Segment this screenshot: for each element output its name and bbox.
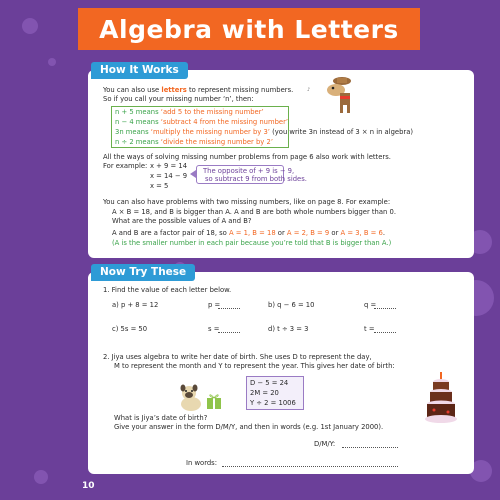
question-1a: a) p + 8 = 12 [112, 301, 159, 309]
rule-multiply [115, 128, 413, 137]
dog-icon [176, 384, 206, 412]
question-1b-answer-input[interactable] [374, 308, 396, 309]
rules-box [111, 106, 414, 148]
question-1d: d) t ÷ 3 = 3 [268, 325, 309, 333]
rule-subtract-expr: n − 4 means [115, 118, 161, 126]
question-1d-answer-input[interactable] [374, 332, 396, 333]
question-1: 1. Find the value of each letter below. [103, 286, 232, 294]
question-2-line-3: What is Jiya’s date of birth? [114, 414, 208, 422]
answer-or-2: or [329, 229, 341, 237]
example-eq-3: x = 5 [150, 182, 169, 190]
rule-add [115, 108, 264, 117]
callout-line-1: The opposite of + 9 is − 9, [203, 167, 295, 175]
question-2-line-2: M to represent the month and Y to represent the year. This gives her date of birth: [114, 362, 395, 370]
intro-line-1 [103, 86, 293, 95]
equation-year: Y ÷ 2 = 1006 [250, 399, 296, 407]
answer-pair-2: A = 2, B = 9 [286, 229, 330, 237]
question-1b: b) q − 6 = 10 [268, 301, 315, 309]
equation-day: D − 5 = 24 [250, 379, 289, 387]
two-line-3: What are the possible values of A and B? [112, 217, 252, 225]
title-banner [78, 8, 420, 50]
question-2-line-1: 2. Jiya uses algebra to write her date of birth. She uses D to represent the day, [103, 353, 372, 361]
callout-line-2: so subtract 9 from both sides. [205, 175, 307, 183]
decor-dot [22, 18, 38, 34]
rule-add-expr: n + 5 means [115, 108, 161, 116]
question-1a-answer-input[interactable] [218, 308, 240, 309]
rule-divide-expr: n ÷ 2 means [115, 138, 161, 146]
now-try-these-tab: Now Try These [91, 264, 195, 281]
rule-divide-meaning: ‘divide the missing number by 2’ [160, 138, 273, 146]
rule-subtract-meaning: ‘subtract 4 from the missing number’ [160, 118, 289, 126]
letters-word: letters [161, 86, 187, 94]
answer-pair-1: A = 1, B = 18 [229, 229, 276, 237]
rule-subtract [115, 118, 288, 127]
dmy-label: D/M/Y: [314, 440, 336, 448]
ways-line-1: All the ways of solving missing number problems from page 6 also work with letters. [103, 153, 391, 161]
equation-month: 2M = 20 [250, 389, 279, 397]
how-it-works-tab: How It Works [91, 62, 188, 79]
birthday-cake-icon [424, 372, 458, 428]
answer-note: (A is the smaller number in each pair because you’re told that B is bigger than A.) [112, 239, 392, 247]
intro-text-end: to represent missing numbers. [186, 86, 294, 94]
example-eq-1: x + 9 = 14 [150, 162, 188, 170]
rule-multiply-note: (you write 3n instead of 3 × n in algebra) [269, 128, 414, 136]
decor-dot [34, 470, 48, 484]
rule-multiply-expr: 3n means [115, 128, 151, 136]
rule-divide [115, 138, 273, 147]
question-1d-answer-label: t = [364, 325, 375, 333]
answer-end: . [382, 229, 386, 237]
gift-icon [206, 392, 222, 410]
words-label: In words: [186, 459, 218, 467]
intro-line-2: So if you call your missing number ‘n’, then: [103, 95, 254, 103]
question-1b-answer-label: q = [364, 301, 377, 309]
question-1c-answer-input[interactable] [218, 332, 240, 333]
answer-intro: A and B are a factor pair of 18, so [112, 229, 229, 237]
intro-text: You can also use [103, 86, 162, 94]
rule-add-meaning: ‘add 5 to the missing number’ [160, 108, 264, 116]
question-1c: c) 5s = 50 [112, 325, 148, 333]
answer-or-1: or [275, 229, 287, 237]
page-number: 10 [82, 481, 95, 491]
two-line-1: You can also have problems with two missing numbers, like on page 8. For example: [103, 198, 391, 206]
question-2-line-4: Give your answer in the form D/M/Y, and then in words (e.g. 1st January 2000). [114, 423, 384, 431]
answer-line [112, 229, 385, 238]
words-answer-input[interactable] [222, 466, 398, 467]
rule-multiply-meaning: ‘multiply the missing number by 3’ [150, 128, 270, 136]
answer-pair-3: A = 3, B = 6 [340, 229, 383, 237]
question-1a-answer-label: p = [208, 301, 221, 309]
callout-box [196, 165, 307, 184]
page-title: Algebra with Letters [99, 14, 399, 44]
two-line-2: A × B = 18, and B is bigger than A. A and B are both whole numbers bigger than 0. [112, 208, 396, 216]
birthday-equations-box [246, 376, 304, 410]
question-1c-answer-label: s = [208, 325, 220, 333]
horse-cowboy-icon [318, 76, 364, 114]
decor-dot [48, 58, 56, 66]
ways-line-2: For example: [103, 162, 148, 170]
horse-sound: ♪ [307, 87, 311, 93]
dmy-answer-input[interactable] [342, 447, 398, 448]
example-eq-2: x = 14 − 9 [150, 172, 188, 180]
